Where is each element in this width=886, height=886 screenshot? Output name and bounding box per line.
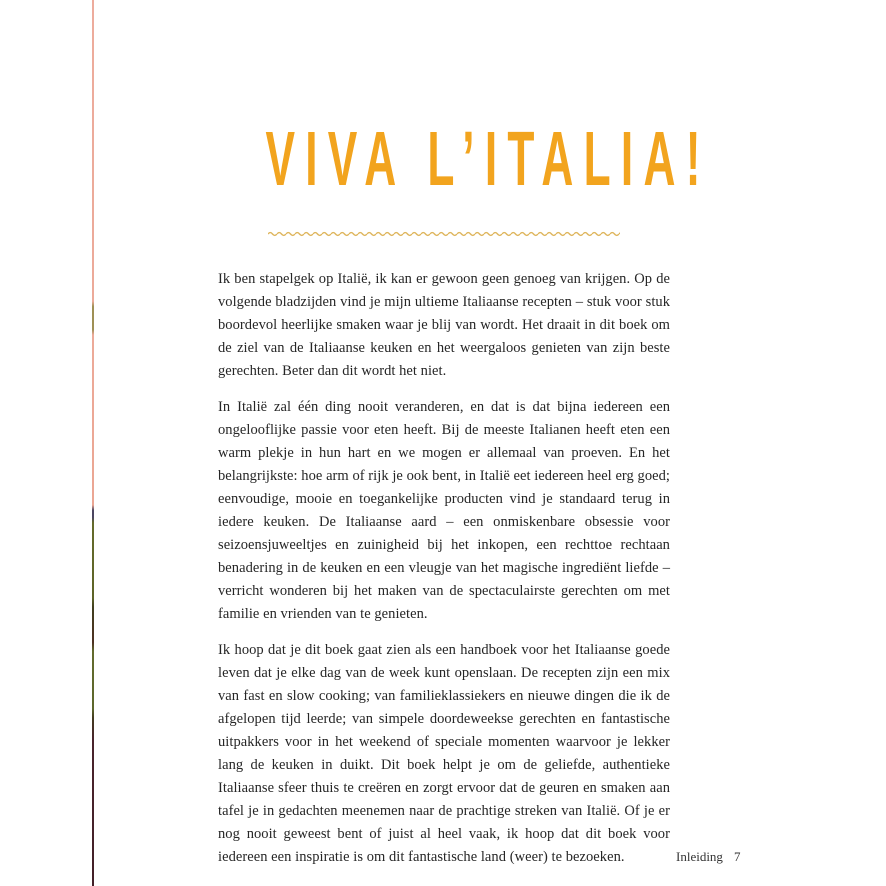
paragraph-2: In Italië zal één ding nooit veranderen, en dat is dat bijna iedereen een ongelooflijke passie voor eten heeft. Bij de meeste Italianen heeft eten een warm plekje in hun hart en we mogen er allemaal van proeven. En het belangrijkste: hoe arm of rijk je ook bent, in Italië eet iedereen heel erg goed; eenvoudige, mooie en toegankelijke producten vind je standaard terug in iedere keuken. De Italiaanse aard – een onmiskenbare obsessie voor seizoensjuweeltjes en zuinigheid bij het inkopen, een rechttoe rechtaan benadering in de keuken en een vleugje van het magische ingrediënt liefde – verricht wonderen bij het maken van de spectaculairste gerechten om met familie en vrienden van te genieten. <box>218 399 670 622</box>
footer-section-label: Inleiding <box>676 849 723 864</box>
wave-divider-icon <box>268 226 620 236</box>
wave-fill <box>268 229 620 239</box>
intro-text <box>218 268 670 882</box>
book-edge-line <box>92 0 94 886</box>
paragraph-3: Ik hoop dat je dit boek gaat zien als een handboek voor het Italiaanse goede leven dat je elke dag van de week kunt openslaan. De recepten zijn een mix van fast en slow cooking; van familieklassiekers en nieuwe dingen die ik de afgelopen tijd leerde; van simpele doordeweekse gerechten en fantastische uitpakkers voor in het weekend of speciale momenten waarvoor je lekker lang de keuken in duikt. Dit boek helpt je om de geliefde, authentieke Italiaanse sfeer thuis te creëren en zorgt ervoor dat de geuren en smaken aan tafel je in gedachten meenemen naar de prachtige streken van Italië. Of je er nog nooit geweest bent of juist al heel vaak, ik hoop dat dit boek voor iedereen een inspiratie is om dit fantastische land (weer) te bezoeken. <box>218 642 670 865</box>
footer-page-number: 7 <box>733 849 741 864</box>
page-title: VIVA L’ITALIA! <box>265 114 711 202</box>
paragraph-1: Ik ben stapelgek op Italië, ik kan er gewoon geen genoeg van krijgen. Op de volgende bladzijden vind je mijn ultieme Italiaanse recepten – stuk voor stuk boordevol heerlijke smaken waar je blij van wordt. Het draait in dit boek om de ziel van de Italiaanse keuken en het weergaloos genieten van zijn beste gerechten. Beter dan dit wordt het niet. <box>218 271 670 379</box>
page-footer <box>676 849 740 865</box>
